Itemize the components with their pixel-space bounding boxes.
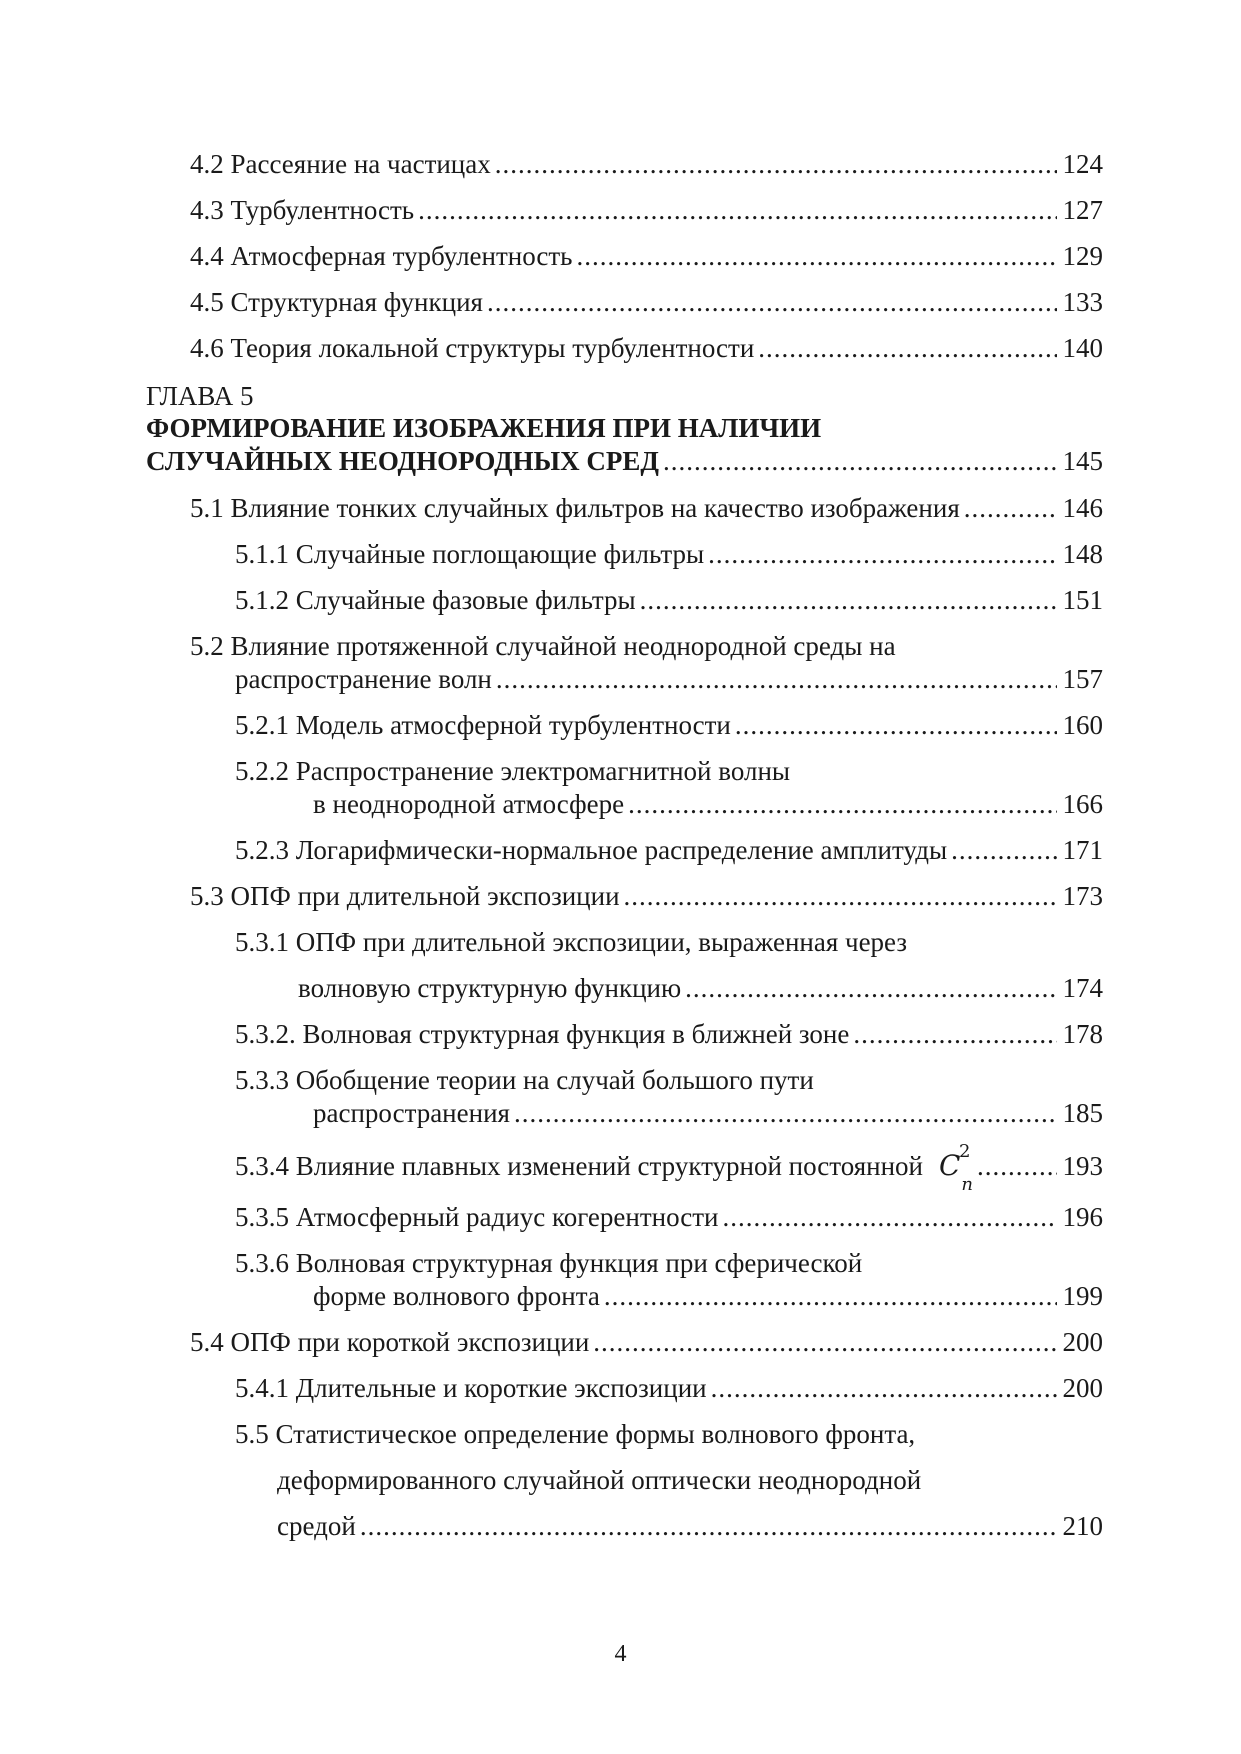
- toc-entry-page: 200: [1062, 1373, 1103, 1403]
- toc-entry-title: 4.2 Рассеяние на частицах: [190, 149, 491, 179]
- toc-entry-title: 5.3.2. Волновая структурная функция в ближней зоне: [235, 1019, 850, 1049]
- toc-entry-title: 4.5 Структурная функция: [190, 287, 483, 317]
- toc-entry: [235, 709, 1103, 741]
- toc-entry-title: 4.4 Атмосферная турбулентность: [190, 241, 573, 271]
- dot-leader: [708, 538, 1056, 570]
- toc-entry-page: 146: [1062, 493, 1103, 523]
- toc-entry-page: 129: [1062, 241, 1103, 271]
- toc-entry-page: 157: [1062, 664, 1103, 694]
- toc-entry-page: 151: [1062, 585, 1103, 615]
- toc-entry-title: средой: [277, 1511, 356, 1541]
- toc-entry-page: 210: [1062, 1511, 1103, 1541]
- dot-leader: [977, 1150, 1056, 1182]
- toc-entry-title: 5.3.5 Атмосферный радиус когерентности: [235, 1202, 719, 1232]
- chapter-title-entry: [146, 445, 1103, 477]
- toc-entry-title: 5.3 ОПФ при длительной экспозиции: [190, 881, 620, 911]
- toc-entry-title: 5.3.1 ОПФ при длительной экспозиции, выраженная через: [235, 927, 908, 957]
- toc-entry-title: в неоднородной атмосфере: [313, 789, 625, 819]
- toc-entry-page: 148: [1062, 539, 1103, 569]
- toc-entry-title: 5.2.3 Логарифмически-нормальное распределение амплитуды: [235, 835, 948, 865]
- toc-entry-page: 124: [1062, 149, 1103, 179]
- toc-entry-title: 5.1.1 Случайные поглощающие фильтры: [235, 539, 705, 569]
- toc-entry: [190, 492, 1103, 524]
- toc-entry: [277, 1510, 1103, 1542]
- toc-entry-title: 5.2 Влияние протяженной случайной неоднородной среды на: [190, 631, 896, 661]
- toc-entry: [235, 663, 1103, 695]
- toc-entry: [235, 1141, 1103, 1195]
- toc-entry: [190, 240, 1103, 272]
- symbol-c: C: [938, 1149, 961, 1182]
- dot-leader: [964, 492, 1057, 524]
- toc-entry: [235, 1372, 1103, 1404]
- toc-entry-page: 166: [1062, 789, 1103, 819]
- toc-entry-page: 133: [1062, 287, 1103, 317]
- toc-entry-title: распространение волн: [235, 664, 492, 694]
- dot-leader: [514, 1097, 1057, 1129]
- toc-entry: [298, 972, 1103, 1004]
- dot-leader: [360, 1510, 1057, 1542]
- toc-entry: [235, 834, 1103, 866]
- toc-entry-title: 4.3 Турбулентность: [190, 195, 415, 225]
- dot-leader: [758, 332, 1056, 364]
- toc-entry: [190, 332, 1103, 364]
- dot-leader: [577, 240, 1057, 272]
- chapter-label: ГЛАВА 5: [146, 381, 254, 411]
- dot-leader: [628, 788, 1056, 820]
- toc-entry-title: 5.3.4 Влияние плавных изменений структурной постоянной: [235, 1151, 923, 1181]
- toc-entry: [313, 788, 1103, 820]
- page-number: 4: [614, 1641, 627, 1667]
- toc-entry-page: 185: [1062, 1098, 1103, 1128]
- dot-leader: [487, 286, 1057, 318]
- chapter-title: ФОРМИРОВАНИЕ ИЗОБРАЖЕНИЯ ПРИ НАЛИЧИИ: [146, 413, 822, 443]
- toc-entry: [235, 1201, 1103, 1233]
- toc-entry-title: 5.2.1 Модель атмосферной турбулентности: [235, 710, 731, 740]
- toc-entry-title: волновую структурную функцию: [298, 973, 682, 1003]
- dot-leader: [663, 445, 1057, 477]
- toc-entry-page: 200: [1062, 1327, 1103, 1357]
- toc-entry-page: 178: [1062, 1019, 1103, 1049]
- dot-leader: [853, 1018, 1056, 1050]
- toc-entry-title: 5.4 ОПФ при короткой экспозиции: [190, 1327, 590, 1357]
- toc-entry: [313, 1280, 1103, 1312]
- toc-entry-title: распространения: [313, 1098, 510, 1128]
- toc-entry-title: 5.2.2 Распространение электромагнитной волны: [235, 756, 791, 786]
- dot-leader: [685, 972, 1056, 1004]
- dot-leader: [496, 663, 1057, 695]
- dot-leader: [604, 1280, 1057, 1312]
- toc-entry: [235, 584, 1103, 616]
- toc-entry-title: 5.5 Статистическое определение формы волнового фронта,: [235, 1419, 916, 1449]
- toc-entry-page: 173: [1062, 881, 1103, 911]
- dot-leader: [495, 148, 1057, 180]
- toc-entry: [190, 148, 1103, 180]
- toc-entry-title: деформированного случайной оптически неоднородной: [277, 1465, 922, 1495]
- toc-entry: [190, 194, 1103, 226]
- toc-entry: [313, 1097, 1103, 1129]
- toc-entry-title: 5.1.2 Случайные фазовые фильтры: [235, 585, 636, 615]
- toc-entry: [190, 286, 1103, 318]
- toc-entry-title: 5.3.6 Волновая структурная функция при сферической: [235, 1248, 863, 1278]
- structure-constant-symbol: [938, 1141, 974, 1195]
- toc-entry-page: 145: [1062, 446, 1103, 476]
- dot-leader: [593, 1326, 1056, 1358]
- toc-entry: [235, 538, 1103, 570]
- dot-leader: [640, 584, 1057, 616]
- dot-leader: [722, 1201, 1056, 1233]
- symbol-superscript: 2: [958, 1141, 971, 1162]
- toc-entry-page: 193: [1062, 1151, 1103, 1181]
- toc-entry-title: 4.6 Теория локальной структуры турбулентности: [190, 333, 755, 363]
- toc-entry-page: 199: [1062, 1281, 1103, 1311]
- toc-entry-page: 171: [1062, 835, 1103, 865]
- toc-entry-page: 127: [1062, 195, 1103, 225]
- dot-leader: [951, 834, 1056, 866]
- dot-leader: [711, 1372, 1057, 1404]
- toc-entry: [235, 1018, 1103, 1050]
- toc-entry-page: 160: [1062, 710, 1103, 740]
- dot-leader: [735, 709, 1057, 741]
- toc-entry-title: 5.1 Влияние тонких случайных фильтров на качество изображения: [190, 493, 960, 523]
- dot-leader: [418, 194, 1056, 226]
- toc-entry: [190, 1326, 1103, 1358]
- toc-entry-title: форме волнового фронта: [313, 1281, 600, 1311]
- chapter-title: СЛУЧАЙНЫХ НЕОДНОРОДНЫХ СРЕД: [146, 446, 659, 476]
- toc-entry-title: 5.4.1 Длительные и короткие экспозиции: [235, 1373, 707, 1403]
- symbol-subscript: n: [961, 1173, 974, 1195]
- toc-entry-page: 174: [1062, 973, 1103, 1003]
- toc-entry-page: 196: [1062, 1202, 1103, 1232]
- toc-entry-title: 5.3.3 Обобщение теории на случай большого пути: [235, 1065, 814, 1095]
- dot-leader: [624, 880, 1057, 912]
- toc-entry-page: 140: [1062, 333, 1103, 363]
- toc-entry: [190, 880, 1103, 912]
